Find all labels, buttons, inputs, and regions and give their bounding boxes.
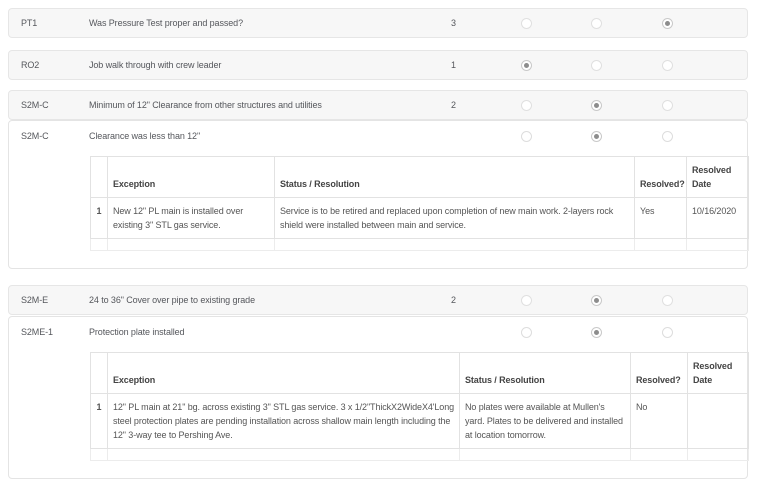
table-header-row xyxy=(91,157,749,198)
exceptions-table xyxy=(90,352,749,461)
radio-option-2[interactable] xyxy=(591,100,602,111)
sub-question-row xyxy=(9,317,747,347)
question-text: Protection plate installed xyxy=(89,327,185,337)
radio-cell xyxy=(561,327,631,338)
empty-row xyxy=(91,449,749,461)
question-count: 2 xyxy=(451,100,456,110)
radio-option-2[interactable] xyxy=(591,295,602,306)
col-status: Status / Resolution xyxy=(275,157,635,198)
exception-cell: 12" PL main at 21" bg. across existing 3" STL gas service. 3 x 1/2"ThickX2WideX4'Long steel protection plates are pending installation across shallow main length including the 12" 3-way tee to Pershing Ave. xyxy=(108,394,460,449)
resolved-cell: Yes xyxy=(635,198,687,239)
col-exception: Exception xyxy=(108,353,460,394)
question-row-ro2 xyxy=(8,50,748,80)
question-row-s2mc xyxy=(8,90,748,120)
radio-option-1[interactable] xyxy=(521,327,532,338)
radio-option-3[interactable] xyxy=(662,60,673,71)
radio-option-3[interactable] xyxy=(662,18,673,29)
question-code: S2M-C xyxy=(21,131,49,141)
question-row-pt1 xyxy=(8,8,748,38)
radio-option-2[interactable] xyxy=(591,60,602,71)
radio-cell xyxy=(631,131,703,142)
exception-cell: New 12" PL main is installed over existing 3" STL gas service. xyxy=(108,198,275,239)
question-row-s2me xyxy=(8,285,748,315)
radio-option-1[interactable] xyxy=(521,18,532,29)
col-row-number xyxy=(91,157,108,198)
radio-option-1[interactable] xyxy=(521,295,532,306)
radio-option-2[interactable] xyxy=(591,131,602,142)
table-header-row xyxy=(91,353,749,394)
radio-option-1[interactable] xyxy=(521,131,532,142)
col-resolved: Resolved? xyxy=(635,157,687,198)
question-text: Minimum of 12" Clearance from other structures and utilities xyxy=(89,100,322,110)
row-number: 1 xyxy=(91,394,108,449)
question-count: 1 xyxy=(451,60,456,70)
exceptions-table xyxy=(90,156,749,251)
radio-option-2[interactable] xyxy=(591,18,602,29)
question-code: S2ME-1 xyxy=(21,327,53,337)
radio-cell xyxy=(491,131,561,142)
exception-panel-s2me1 xyxy=(8,316,748,479)
question-count: 2 xyxy=(451,295,456,305)
radio-cell xyxy=(491,100,561,111)
question-text: Clearance was less than 12" xyxy=(89,131,201,141)
resolved-date-cell xyxy=(688,394,749,449)
radio-cell xyxy=(561,295,631,306)
question-code: S2M-C xyxy=(21,100,49,110)
radio-cell xyxy=(631,327,703,338)
question-code: S2M-E xyxy=(21,295,49,305)
col-resolved-date: Resolved Date xyxy=(688,353,749,394)
radio-option-3[interactable] xyxy=(662,131,673,142)
question-count: 3 xyxy=(451,18,456,28)
question-text: Was Pressure Test proper and passed? xyxy=(89,18,243,28)
col-status: Status / Resolution xyxy=(460,353,631,394)
col-resolved: Resolved? xyxy=(631,353,688,394)
resolved-date-cell: 10/16/2020 xyxy=(687,198,749,239)
radio-cell xyxy=(491,60,561,71)
radio-option-3[interactable] xyxy=(662,295,673,306)
col-exception: Exception xyxy=(108,157,275,198)
col-row-number xyxy=(91,353,108,394)
exception-row xyxy=(91,394,749,449)
question-code: PT1 xyxy=(21,18,38,28)
radio-cell xyxy=(631,295,703,306)
radio-cell xyxy=(631,60,703,71)
resolved-cell: No xyxy=(631,394,688,449)
question-text: 24 to 36" Cover over pipe to existing grade xyxy=(89,295,255,305)
question-text: Job walk through with crew leader xyxy=(89,60,222,70)
radio-cell xyxy=(561,60,631,71)
status-cell: No plates were available at Mullen's yard. Plates to be delivered and installed at location tomorrow. xyxy=(460,394,631,449)
radio-cell xyxy=(631,100,703,111)
radio-cell xyxy=(491,295,561,306)
sub-question-row xyxy=(9,121,747,151)
radio-cell xyxy=(561,100,631,111)
question-code: RO2 xyxy=(21,60,40,70)
radio-cell xyxy=(561,131,631,142)
col-resolved-date: Resolved Date xyxy=(687,157,749,198)
exception-panel-s2mc xyxy=(8,120,748,269)
radio-cell xyxy=(491,327,561,338)
row-number: 1 xyxy=(91,198,108,239)
radio-option-1[interactable] xyxy=(521,60,532,71)
radio-cell xyxy=(561,18,631,29)
radio-cell xyxy=(631,18,703,29)
radio-option-1[interactable] xyxy=(521,100,532,111)
exception-row xyxy=(91,198,749,239)
radio-cell xyxy=(491,18,561,29)
empty-row xyxy=(91,239,749,251)
radio-option-3[interactable] xyxy=(662,100,673,111)
radio-option-2[interactable] xyxy=(591,327,602,338)
status-cell: Service is to be retired and replaced upon completion of new main work. 2-layers rock shield were installed between main and service. xyxy=(275,198,635,239)
radio-option-3[interactable] xyxy=(662,327,673,338)
